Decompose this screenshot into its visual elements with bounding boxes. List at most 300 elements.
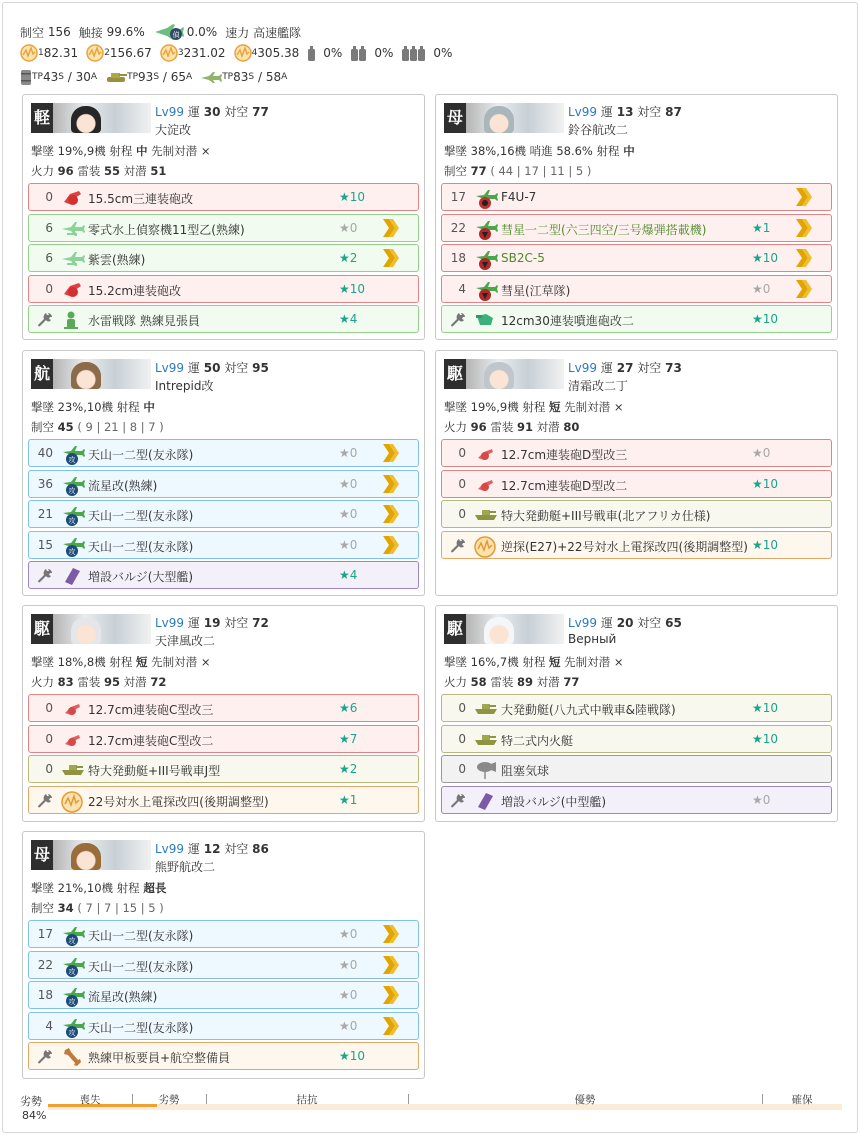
shootdown-value: 19%,9機 — [470, 400, 519, 414]
shootdown-label: 撃墜 — [31, 881, 54, 895]
contact-label: 触接 — [78, 25, 103, 40]
air-value: 34 — [57, 901, 74, 915]
luck-value: 13 — [616, 105, 634, 119]
improvement-star: ★0 — [339, 220, 358, 235]
drum-icon — [20, 68, 32, 86]
proficiency-chevron-icon — [381, 217, 401, 242]
tp-value: 91 — [516, 420, 533, 434]
equip-row[interactable] — [441, 500, 832, 528]
equip-name: 彗星(江草隊) — [501, 283, 571, 298]
oasw-label: 先制対潜 × — [151, 144, 211, 158]
equip-slot-count: 0 — [458, 446, 466, 460]
aa-label: 対空 — [637, 361, 662, 375]
luck-label: 運 — [600, 616, 613, 630]
air-segment-divider — [206, 1094, 207, 1104]
equip-name: 零式水上偵察機11型乙(熟練) — [88, 222, 245, 237]
torp-icon — [61, 505, 83, 525]
ship-name: Верный — [568, 632, 617, 646]
improvement-star: ★10 — [339, 281, 366, 296]
equip-name: 天山一二型(友永隊) — [88, 959, 194, 974]
oasw-label: 先制対潜 × — [564, 400, 624, 414]
equip-name: 流星改(熟練) — [88, 478, 158, 493]
gun-icon — [61, 280, 83, 300]
los-icon — [20, 44, 38, 62]
equip-slot-count: 0 — [45, 762, 53, 776]
equip-row[interactable] — [28, 725, 419, 753]
luck-label: 運 — [600, 361, 613, 375]
los-value: 82.31 — [43, 46, 79, 60]
summary-line-1 — [20, 22, 301, 42]
equip-slot-count: 36 — [37, 476, 53, 491]
ship-stat-line-1 — [31, 143, 210, 159]
ship-stat-line-2 — [444, 163, 591, 179]
improvement-star: ★0 — [339, 537, 358, 552]
bomber-icon — [474, 219, 496, 239]
asw-label: 対潜 — [536, 675, 560, 689]
equip-slot-count: 0 — [458, 731, 466, 746]
equip-row[interactable] — [28, 244, 419, 272]
summary-line-2 — [20, 44, 460, 62]
luck-label: 運 — [187, 361, 200, 375]
improvement-star: ★4 — [339, 568, 358, 582]
equip-name: SB2C-5 — [501, 251, 545, 265]
aa-value: 77 — [252, 105, 269, 119]
ship-portrait — [71, 843, 101, 870]
ship-type-badge: 駆 — [31, 614, 53, 644]
seaplane-icon — [61, 249, 83, 269]
air-segment-divider — [408, 1094, 409, 1104]
equip-row[interactable] — [441, 305, 832, 333]
equip-name: 熟練甲板要員+航空整備員 — [88, 1051, 231, 1065]
improvement-star: ★0 — [339, 988, 358, 1002]
svg-text:攻: 攻 — [68, 967, 76, 976]
proficiency-chevron-icon — [381, 442, 401, 467]
tp-value: 55 — [103, 164, 120, 178]
air-segment-divider — [132, 1094, 133, 1104]
fighter-icon — [474, 188, 496, 208]
fuel-icon — [307, 44, 317, 62]
ship-portrait — [484, 362, 514, 389]
range-value: 中 — [623, 144, 635, 158]
recon-icon — [153, 22, 187, 42]
ship-name: Intrepid改 — [155, 379, 214, 393]
slash: / — [67, 70, 72, 84]
speed-value: 高速艦隊 — [253, 25, 302, 40]
fp-label: 火力 — [31, 675, 54, 689]
los-icon — [160, 44, 178, 62]
tp-sub-2: TP — [127, 72, 139, 82]
crew-icon — [61, 1047, 83, 1067]
shootdown-label: 撃墜 — [31, 400, 54, 414]
ship-level: Lv99 — [568, 616, 598, 630]
fuel-value: 0% — [374, 46, 394, 60]
ship-banner — [31, 359, 151, 389]
shootdown-value: 16%,7機 — [470, 655, 519, 669]
ship-level-line — [568, 614, 682, 631]
shootdown-value: 19%,9機 — [57, 144, 106, 158]
ship-card — [435, 94, 838, 340]
air-state-bar — [20, 1087, 842, 1127]
ship-level-line — [568, 103, 682, 120]
air-value: 156 — [47, 25, 71, 39]
equip-row[interactable] — [441, 275, 832, 303]
ship-level-line — [155, 103, 269, 120]
improvement-star: ★6 — [339, 701, 358, 715]
air-state-label: 劣勢 — [20, 1095, 42, 1108]
equip-slot-count: 17 — [450, 190, 466, 204]
boat-icon — [61, 760, 83, 780]
fp-label: 火力 — [444, 420, 467, 434]
luck-value: 30 — [203, 105, 221, 119]
ship-stat-line-1 — [31, 399, 155, 415]
los-icon — [86, 44, 104, 62]
equip-slot-count: 0 — [458, 507, 466, 521]
tp-tank-b: 65 — [170, 70, 187, 84]
oasw-label: 先制対潜 × — [564, 655, 624, 669]
ship-stat-line-2 — [31, 674, 166, 690]
luck-label: 運 — [187, 842, 200, 856]
improvement-star: ★1 — [752, 220, 771, 235]
equip-row[interactable] — [28, 531, 419, 559]
ship-banner — [444, 614, 564, 644]
aa-value: 87 — [665, 105, 682, 119]
improvement-star: ★10 — [752, 537, 779, 552]
equip-name: 特二式内火艇 — [501, 733, 574, 748]
ship-portrait — [71, 362, 101, 389]
equip-row[interactable] — [441, 439, 832, 467]
smallgun-icon — [61, 699, 83, 719]
equip-slot-count: 4 — [458, 281, 466, 296]
ship-type-badge: 母 — [31, 840, 53, 870]
air-value: 77 — [470, 164, 487, 178]
rocket-icon — [474, 310, 496, 330]
ship-banner — [31, 103, 151, 133]
luck-value: 20 — [616, 616, 634, 630]
luck-value: 50 — [203, 361, 221, 375]
equip-row[interactable] — [28, 1042, 419, 1070]
improvement-star: ★2 — [339, 251, 358, 265]
asw-value: 77 — [563, 675, 580, 689]
range-label: 射程 — [109, 144, 133, 158]
equip-slot-count: 4 — [45, 1018, 53, 1033]
bomber-icon — [474, 280, 496, 300]
tp-label: 雷装 — [77, 675, 101, 689]
aa-label: 対空 — [224, 616, 249, 630]
ship-portrait — [71, 106, 101, 133]
aa-label: 対空 — [224, 361, 249, 375]
equip-row[interactable] — [28, 1012, 419, 1040]
ship-level: Lv99 — [155, 842, 185, 856]
air-label: 制空 — [20, 25, 45, 40]
equip-row[interactable] — [28, 981, 419, 1009]
equip-name: 15.5cm三連装砲改 — [88, 192, 194, 206]
equip-name: 増設バルジ(大型艦) — [88, 570, 194, 584]
smallgun-icon — [474, 444, 496, 464]
equip-row[interactable] — [28, 439, 419, 467]
shootdown-label: 撃墜 — [444, 655, 467, 669]
proficiency-chevron-icon — [381, 534, 401, 559]
improvement-star: ★10 — [752, 731, 779, 746]
equip-slot-count: 40 — [37, 446, 53, 460]
improvement-star: ★1 — [339, 792, 358, 807]
ship-stat-line-1 — [444, 143, 635, 159]
equip-name: 逆探(E27)+22号対水上電探改四(後期調整型) — [501, 539, 748, 554]
torp-icon — [61, 925, 83, 945]
equip-row[interactable] — [441, 214, 832, 242]
air-state-pct: 84% — [22, 1109, 47, 1122]
equip-row[interactable] — [28, 183, 419, 211]
ship-level: Lv99 — [568, 105, 598, 119]
luck-value: 12 — [203, 842, 221, 856]
fuel-values — [307, 44, 460, 62]
air-segment-label: 拮抗 — [296, 1094, 318, 1106]
improvement-star: ★7 — [339, 731, 358, 746]
wrench-icon — [450, 312, 466, 331]
improvement-star: ★0 — [339, 476, 358, 491]
air-segment-label: 劣勢 — [158, 1094, 180, 1106]
ship-portrait — [484, 617, 514, 644]
svg-text:攻: 攻 — [68, 456, 76, 464]
equip-name: 12.7cm連装砲C型改二 — [88, 733, 214, 748]
slot-list: ( 44 | 17 | 11 | 5 ) — [490, 164, 592, 178]
los-value: 156.67 — [109, 46, 152, 60]
equip-row[interactable] — [28, 755, 419, 783]
range-value: 短 — [549, 655, 561, 669]
equip-name: 天山一二型(友永隊) — [88, 448, 194, 462]
equip-name: 紫雲(熟練) — [88, 253, 146, 267]
ship-type-badge: 駆 — [444, 614, 466, 644]
proficiency-chevron-icon — [381, 923, 401, 948]
ship-name: 清霜改二丁 — [568, 379, 629, 393]
equip-name: 12cm30連装噴進砲改二 — [501, 314, 634, 328]
radar-icon — [61, 791, 83, 811]
los-value: 305.38 — [257, 46, 300, 60]
tp-drum-a: 43 — [42, 70, 59, 84]
improvement-star: ★4 — [339, 312, 358, 326]
equip-row[interactable] — [28, 951, 419, 979]
fp-value: 58 — [470, 675, 487, 689]
aa-value: 72 — [252, 616, 269, 630]
fp-label: 火力 — [31, 164, 54, 178]
ship-level-line — [155, 614, 269, 631]
svg-text:攻: 攻 — [68, 517, 76, 525]
luck-label: 運 — [187, 616, 200, 630]
air-segment-label: 優勢 — [574, 1094, 596, 1106]
equip-row[interactable] — [441, 183, 832, 211]
svg-text:攻: 攻 — [68, 1028, 76, 1037]
tp-value: 95 — [103, 675, 120, 689]
fuel-icon — [350, 44, 368, 62]
fuel-value: 0% — [433, 46, 453, 60]
equip-row[interactable] — [441, 725, 832, 753]
transport-plane-icon — [200, 70, 222, 84]
tp-plane-a: 83 — [233, 70, 249, 84]
asw-value: 51 — [150, 164, 167, 178]
range-label: 射程 — [596, 144, 620, 158]
contact-value: 99.6% — [106, 25, 145, 39]
ship-name: 鈴谷航改二 — [568, 123, 629, 137]
improvement-star: ★2 — [339, 762, 358, 776]
boat-icon — [474, 730, 496, 750]
ship-type-badge: 母 — [444, 103, 466, 133]
range-value: 短 — [549, 400, 561, 414]
torp-icon — [61, 1017, 83, 1037]
equip-name: 15.2cm連装砲改 — [88, 283, 182, 298]
range-label: 射程 — [116, 881, 140, 895]
aa-value: 73 — [665, 361, 682, 375]
equip-name: 12.7cm連装砲D型改二 — [501, 478, 628, 493]
slash: / — [257, 70, 262, 84]
svg-text:攻: 攻 — [68, 547, 76, 556]
seaplane-icon — [61, 219, 83, 239]
ship-stat-line-1 — [31, 654, 210, 670]
ship-name: 天津風改二 — [155, 634, 216, 648]
equip-row[interactable] — [441, 531, 832, 559]
wrench-icon — [450, 793, 466, 812]
equip-slot-count: 6 — [45, 220, 53, 235]
equip-name: 特大発動艇+III号戦車(北アフリカ仕様) — [501, 509, 711, 523]
equip-row[interactable] — [28, 920, 419, 948]
wrench-icon — [37, 568, 53, 587]
air-segment-label: 喪失 — [79, 1094, 101, 1106]
improvement-star: ★0 — [752, 281, 771, 296]
luck-value: 27 — [616, 361, 634, 375]
air-segment-label: 確保 — [791, 1094, 813, 1106]
equip-slot-count: 17 — [37, 927, 53, 941]
proficiency-chevron-icon — [381, 954, 401, 979]
shootdown-value: 23%,10機 — [57, 400, 114, 414]
los-value: 231.02 — [183, 46, 226, 60]
svg-text:攻: 攻 — [68, 937, 76, 945]
equip-row[interactable] — [28, 214, 419, 242]
equip-row[interactable] — [28, 694, 419, 722]
tp-label: 雷装 — [77, 164, 101, 178]
range-label: 射程 — [116, 400, 140, 414]
equip-row[interactable] — [28, 275, 419, 303]
equip-row[interactable] — [441, 244, 832, 272]
aa-label: 対空 — [637, 616, 662, 630]
equip-name: 阻塞気球 — [501, 764, 550, 778]
asw-label: 対潜 — [536, 420, 560, 434]
proficiency-chevron-icon — [381, 473, 401, 498]
ship-stat-line-1 — [444, 399, 623, 415]
equip-slot-count: 0 — [458, 476, 466, 491]
fp-value: 96 — [470, 420, 487, 434]
aa-value: 65 — [665, 616, 682, 630]
equip-slot-count: 0 — [45, 281, 53, 296]
luck-label: 運 — [187, 105, 200, 119]
equip-name: 特大発動艇+III号戦車J型 — [88, 764, 221, 778]
ship-card — [435, 605, 838, 822]
asw-label: 対潜 — [123, 164, 147, 178]
equip-row[interactable] — [441, 694, 832, 722]
fp-label: 火力 — [444, 675, 467, 689]
equip-name: 水雷戦隊 熟練見張員 — [88, 314, 200, 328]
equip-row[interactable] — [441, 755, 832, 783]
range-value: 中 — [143, 400, 155, 414]
ship-banner — [31, 840, 151, 870]
night-recon-value: 58.6% — [556, 144, 593, 158]
fp-value: 83 — [57, 675, 74, 689]
range-value: 超長 — [143, 881, 167, 895]
improvement-star: ★0 — [339, 927, 358, 941]
recon-value: 0.0% — [186, 25, 218, 39]
air-label: 制空 — [31, 420, 54, 434]
air-value: 45 — [57, 420, 74, 434]
radar-icon — [474, 536, 496, 556]
fuel-value: 0% — [323, 46, 343, 60]
tp-value: 89 — [516, 675, 533, 689]
equip-name: 大発動艇(八九式中戦車&陸戦隊) — [501, 703, 676, 717]
equip-row[interactable] — [28, 305, 419, 333]
improvement-star: ★0 — [752, 792, 771, 807]
equip-slot-count: 18 — [37, 988, 53, 1002]
ship-portrait — [484, 106, 514, 133]
tp-plane-b: 58 — [265, 70, 282, 84]
tp-label: 雷装 — [490, 675, 514, 689]
aa-label: 対空 — [637, 105, 662, 119]
equip-row[interactable] — [28, 500, 419, 528]
torp-icon — [61, 475, 83, 495]
ship-banner — [444, 359, 564, 389]
wrench-icon — [37, 793, 53, 812]
equip-slot-count: 22 — [37, 957, 53, 972]
ship-level-line — [568, 359, 682, 376]
tp-label: 雷装 — [490, 420, 514, 434]
ship-level-line — [155, 840, 269, 857]
equip-slot-count: 15 — [37, 537, 53, 552]
asw-value: 72 — [150, 675, 167, 689]
ship-banner — [31, 614, 151, 644]
proficiency-chevron-icon — [381, 984, 401, 1009]
ship-card — [22, 831, 425, 1079]
balloon-icon — [474, 760, 496, 780]
equip-row[interactable] — [28, 786, 419, 814]
wrench-icon — [37, 312, 53, 331]
slot-list: ( 7 | 7 | 15 | 5 ) — [77, 901, 164, 915]
proficiency-chevron-icon — [794, 186, 814, 211]
air-bar-fill — [48, 1104, 157, 1107]
slot-list: ( 9 | 21 | 8 | 7 ) — [77, 420, 164, 434]
equip-row[interactable] — [441, 470, 832, 498]
aa-value: 86 — [252, 842, 269, 856]
wrench-icon — [37, 1049, 53, 1068]
shootdown-label: 撃墜 — [444, 144, 467, 158]
proficiency-chevron-icon — [794, 247, 814, 272]
ship-level-line — [155, 359, 269, 376]
ship-stat-line-2 — [31, 419, 164, 435]
equip-row[interactable] — [28, 561, 419, 589]
bulge-icon — [474, 791, 496, 811]
shootdown-value: 21%,10機 — [57, 881, 114, 895]
svg-text:攻: 攻 — [68, 486, 76, 495]
proficiency-chevron-icon — [794, 217, 814, 242]
ship-card — [22, 94, 425, 340]
equip-slot-count: 18 — [450, 251, 466, 265]
equip-row[interactable] — [28, 470, 419, 498]
oasw-label: 先制対潜 × — [151, 655, 211, 669]
ship-type-badge: 駆 — [444, 359, 466, 389]
equip-slot-count: 21 — [37, 507, 53, 521]
equip-name: 増設バルジ(中型艦) — [501, 794, 607, 809]
night-recon-label: 哨進 — [529, 144, 553, 158]
ship-stat-line-1 — [444, 654, 623, 670]
equip-row[interactable] — [441, 786, 832, 814]
range-label: 射程 — [522, 655, 546, 669]
boat-icon — [474, 505, 496, 525]
proficiency-chevron-icon — [381, 503, 401, 528]
ship-type-badge: 軽 — [31, 103, 53, 133]
